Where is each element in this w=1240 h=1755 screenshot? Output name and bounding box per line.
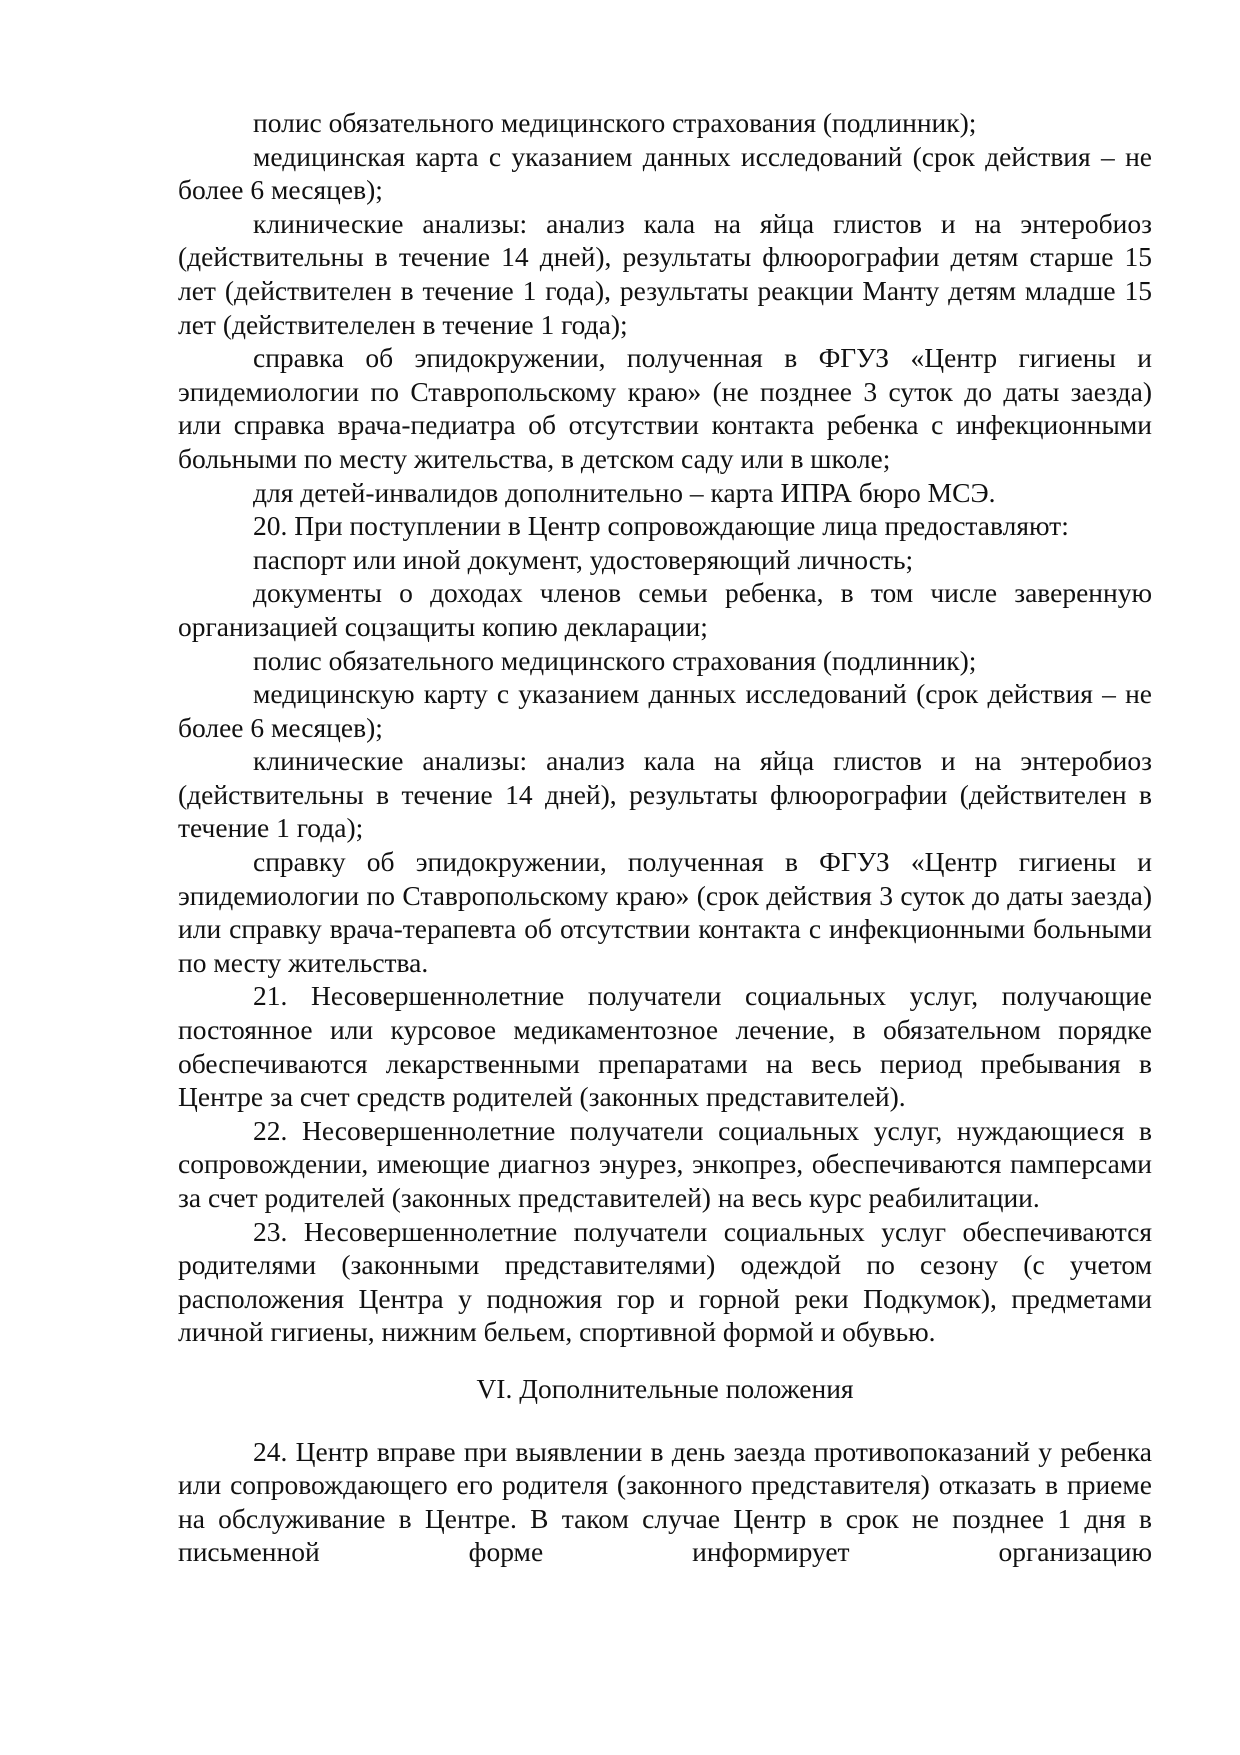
paragraph-income-documents: документы о доходах членов семьи ребенка, в том числе заверенную организацией соцзащиты копию декларации; xyxy=(178,577,1152,642)
paragraph-clinical-tests-escort: клинические анализы: анализ кала на яйца глистов и на энтеробиоз (действительны в течение 14 дней), результаты флюорографии (действителен в течение 1 года); xyxy=(178,745,1152,844)
paragraph-medical-card: медицинская карта с указанием данных исследований (срок действия – не более 6 месяцев); xyxy=(178,140,1152,206)
paragraph-item-20: 20. При поступлении в Центр сопровождающие лица предоставляют: xyxy=(253,510,1069,542)
paragraph-epid-certificate-escort: справку об эпидокружении, полученная в ФГУЗ «Центр гигиены и эпидемиологии по Ставропольскому краю» (срок действия 3 суток до даты заезда) или справку врача-терапевта об отсутствии контакта с инфекционными больными по месту жительства. xyxy=(178,846,1152,978)
paragraph-clinical-tests: клинические анализы: анализ кала на яйца глистов и на энтеробиоз (действительны в течение 14 дней), результаты флюорографии детям старше 15 лет (действителен в течение 1 года), результаты реакции Манту детям младше 15 лет (действителелен в течение 1 года); xyxy=(178,207,1152,340)
paragraph-item-24: 24. Центр вправе при выявлении в день заезда противопоказаний у ребенка или сопровождающего его родителя (законного представителя) отказать в приеме на обслуживание в Центре. В таком случае Центр в срок не позднее 1 дня в письменной форме информирует организацию xyxy=(178,1435,1152,1568)
paragraph-passport: паспорт или иной документ, удостоверяющий личность; xyxy=(253,543,914,575)
section-heading: VI. Дополнительные положения xyxy=(476,1372,854,1404)
paragraph-oms-policy: полис обязательного медицинского страхования (подлинник); xyxy=(253,107,977,138)
paragraph-item-23: 23. Несовершеннолетние получатели социальных услуг обеспечиваются родителями (законными представителями) одеждой по сезону (с учетом расположения Центра у подножия гор и горной реки Подкумок), предметами личной гигиены, нижним бельем, спортивной формой и обувью. xyxy=(178,1215,1152,1348)
paragraph-epid-certificate: справка об эпидокружении, полученная в ФГУЗ «Центр гигиены и эпидемиологии по Ставропольскому краю» (не позднее 3 суток до даты заезда) или справка врача-педиатра об отсутствии контакта ребенка с инфекционными больными по месту жительства, в детском саду или в школе; xyxy=(178,342,1152,474)
paragraph-disabled-children: для детей-инвалидов дополнительно – карта ИПРА бюро МСЭ. xyxy=(253,476,996,508)
paragraph-oms-policy-escort: полис обязательного медицинского страхования (подлинник); xyxy=(253,644,977,676)
document-body xyxy=(178,106,1152,1569)
paragraph-item-22: 22. Несовершеннолетние получатели социальных услуг, нуждающиеся в сопровождении, имеющие диагноз энурез, энкопрез, обеспечиваются памперсами за счет родителей (законных представителей) на весь курс реабилитации. xyxy=(178,1114,1152,1213)
paragraph-item-21: 21. Несовершеннолетние получатели социальных услуг, получающие постоянное или курсовое медикаментозное лечение, в обязательном порядке обеспечиваются лекарственными препаратами на весь период пребывания в Центре за счет средств родителей (законных представителей). xyxy=(178,980,1152,1113)
paragraph-medical-card-escort: медицинскую карту с указанием данных исследований (срок действия – не более 6 месяцев); xyxy=(178,678,1152,743)
